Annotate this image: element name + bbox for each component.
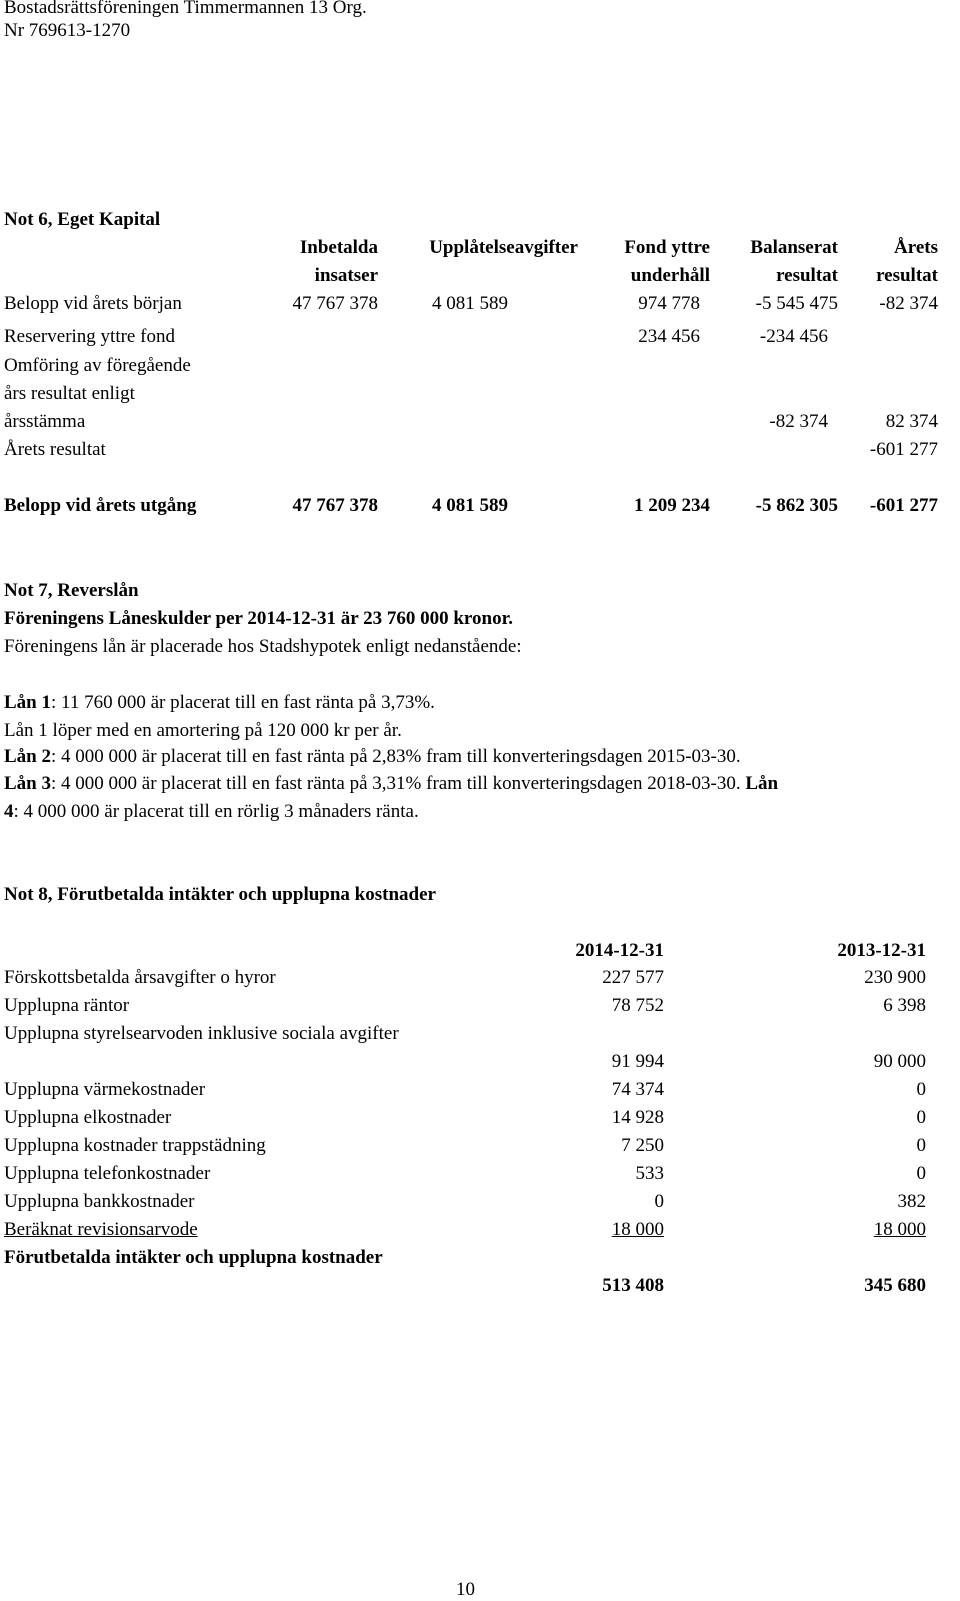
note8-row-label: Upplupna värmekostnader [4, 1079, 206, 1100]
loan-text: : 4 000 000 är placerat till en fast ränta på 3,31% fram till konverteringsdagen 2018-03-30. [51, 773, 746, 794]
note6-title: Not 6, Eget Kapital [4, 209, 161, 230]
note7-loan-line [4, 801, 419, 823]
note6-col-header: underhåll [630, 265, 710, 286]
note8-cell: 7 250 [621, 1135, 664, 1156]
note8-cell: 0 [916, 1135, 926, 1156]
note6-col-header: Inbetalda [299, 237, 378, 258]
note6-col-header: Balanserat [750, 237, 838, 258]
note8-row-label: Förskottsbetalda årsavgifter o hyror [4, 967, 276, 988]
note7-summary: Föreningens Låneskulder per 2014-12-31 är 23 760 000 kronor. [4, 608, 514, 629]
header-line-1: Bostadsrättsföreningen Timmermannen 13 Org. [4, 0, 367, 18]
note8-cell: 533 [635, 1163, 664, 1184]
note6-row-label: Årets resultat [4, 439, 106, 460]
note6-row-label: årsstämma [4, 411, 86, 432]
loan-name: Lån [745, 773, 779, 794]
note6-cell: -5 862 305 [755, 495, 838, 516]
note8-row-label: Upplupna styrelsearvoden inklusive sociala avgifter [4, 1023, 399, 1044]
note8-total-label: Förutbetalda intäkter och upplupna kostnader [4, 1247, 383, 1268]
note8-title: Not 8, Förutbetalda intäkter och upplupna kostnader [4, 884, 436, 905]
loan-name: 4 [4, 801, 14, 822]
note8-total-cell: 513 408 [602, 1275, 664, 1296]
note6-cell: 4 081 589 [432, 495, 508, 516]
note6-cell: -601 277 [869, 495, 938, 516]
note7-loan-line [4, 746, 741, 768]
note6-cell: -234 456 [759, 326, 828, 347]
note6-row-label: års resultat enligt [4, 383, 135, 404]
note6-col-header: Fond yttre [624, 237, 710, 258]
loan-name: Lån 1 [4, 692, 51, 713]
note8-cell: 0 [916, 1107, 926, 1128]
note6-row-label: Reservering yttre fond [4, 326, 175, 347]
note6-col-header: insatser [314, 265, 378, 286]
note8-cell: 0 [654, 1191, 664, 1212]
note6-col-header: Årets [894, 237, 938, 258]
note6-cell: 974 778 [638, 293, 700, 314]
note8-cell-text: 18 000 [611, 1219, 664, 1240]
note7-title: Not 7, Reverslån [4, 580, 139, 601]
note8-row-label [4, 1219, 198, 1241]
note8-cell: 91 994 [611, 1051, 664, 1072]
header-line-2: Nr 769613-1270 [4, 20, 131, 41]
note8-row-label: Upplupna elkostnader [4, 1107, 172, 1128]
loan-name: Lån 3 [4, 773, 51, 794]
note6-cell: -82 374 [879, 293, 938, 314]
note8-cell: 0 [916, 1163, 926, 1184]
note7-intro: Föreningens lån är placerade hos Stadshypotek enligt nedanstående: [4, 636, 522, 657]
loan-name: Lån 2 [4, 746, 51, 767]
loan-text: : 4 000 000 är placerat till en fast ränta på 2,83% fram till konverteringsdagen 2015-03-30. [51, 746, 741, 767]
note8-cell: 74 374 [611, 1079, 664, 1100]
note8-col-header: 2013-12-31 [837, 940, 926, 961]
note6-cell: 234 456 [638, 326, 700, 347]
note6-cell: 1 209 234 [634, 495, 710, 516]
note8-cell: 382 [897, 1191, 926, 1212]
note8-cell [480, 1219, 664, 1241]
note8-cell: 6 398 [883, 995, 926, 1016]
note7-loan-line [4, 773, 778, 795]
note8-cell: 78 752 [611, 995, 664, 1016]
page-number: 10 [456, 1579, 475, 1600]
note8-row-label: Upplupna telefonkostnader [4, 1163, 211, 1184]
note8-cell: 90 000 [873, 1051, 926, 1072]
note6-row-label: Belopp vid årets början [4, 293, 182, 314]
note6-cell: 47 767 378 [292, 293, 378, 314]
note8-col-header: 2014-12-31 [575, 940, 664, 961]
note6-col-header: resultat [876, 265, 938, 286]
note6-row-label: Omföring av föregående [4, 355, 191, 376]
note6-col-header: resultat [776, 265, 838, 286]
note8-cell: 14 928 [611, 1107, 664, 1128]
note8-row-label-text: Beräknat revisionsarvode [4, 1219, 198, 1240]
note8-row-label: Upplupna räntor [4, 995, 130, 1016]
note8-cell [730, 1219, 926, 1241]
note6-cell: -82 374 [769, 411, 828, 432]
note8-total-cell: 345 680 [864, 1275, 926, 1296]
note6-cell: 47 767 378 [292, 495, 378, 516]
note8-row-label: Upplupna bankkostnader [4, 1191, 195, 1212]
note6-cell: 4 081 589 [432, 293, 508, 314]
note7-loan-line [4, 692, 435, 714]
note8-cell-text: 18 000 [873, 1219, 926, 1240]
note6-col-header: Upplåtelseavgifter [429, 237, 578, 258]
loan-text: : 11 760 000 är placerat till en fast ränta på 3,73%. [51, 692, 435, 713]
note8-row-label: Upplupna kostnader trappstädning [4, 1135, 266, 1156]
note8-cell: 227 577 [602, 967, 664, 988]
note6-cell: 82 374 [885, 411, 938, 432]
note6-cell: -5 545 475 [755, 293, 838, 314]
note7-loan-line: Lån 1 löper med en amortering på 120 000 kr per år. [4, 720, 402, 741]
loan-text: : 4 000 000 är placerat till en rörlig 3 månaders ränta. [13, 801, 419, 822]
note6-cell: -601 277 [869, 439, 938, 460]
note6-row-label: Belopp vid årets utgång [4, 495, 197, 516]
note8-cell: 230 900 [864, 967, 926, 988]
note8-cell: 0 [916, 1079, 926, 1100]
